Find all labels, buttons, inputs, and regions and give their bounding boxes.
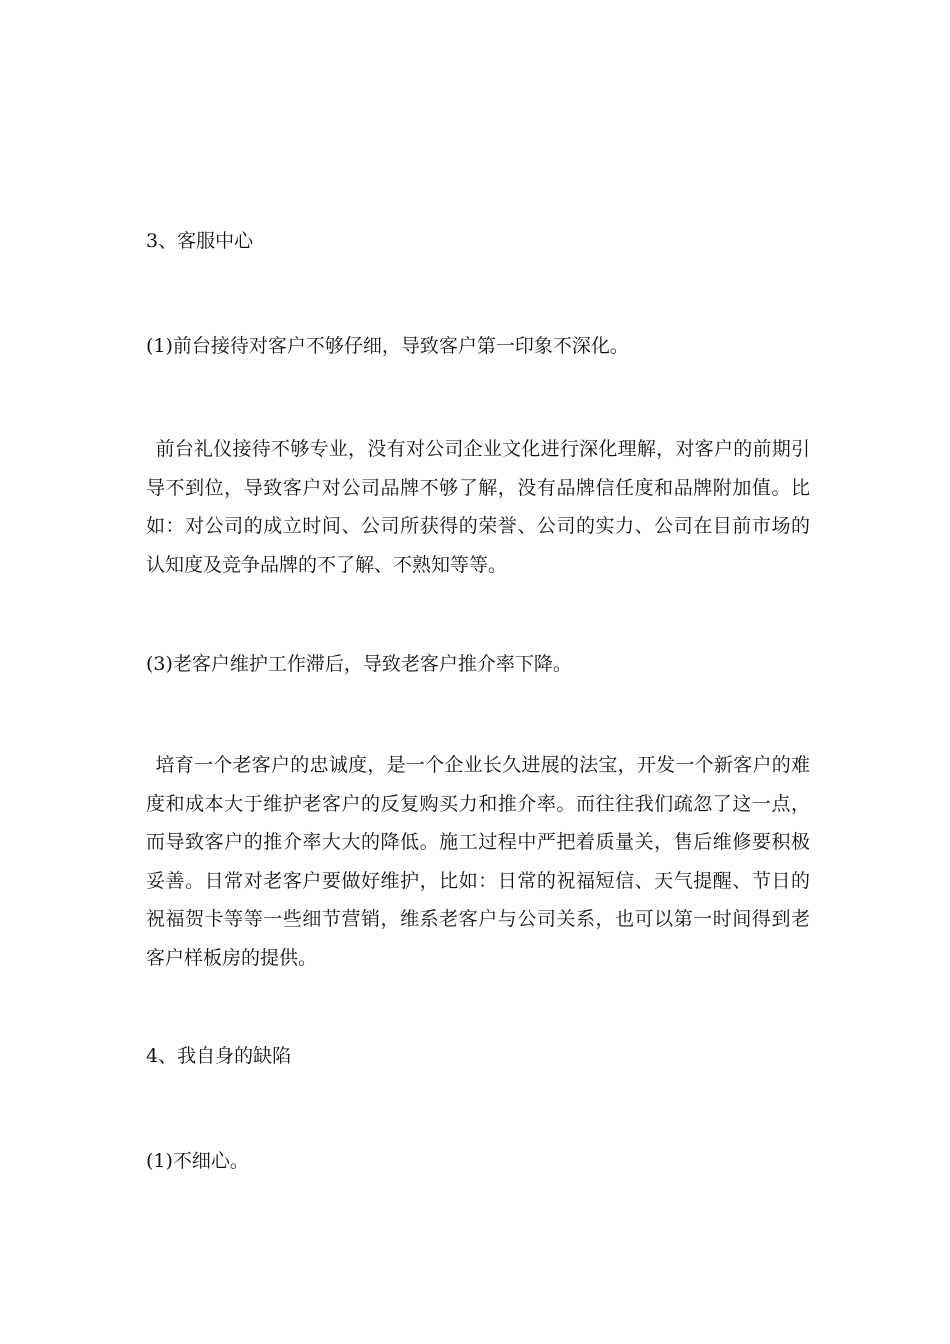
subheading: (1)前台接待对客户不够仔细，导致客户第一印象不深化。 xyxy=(146,335,629,357)
section-heading: 3、客服中心 xyxy=(146,230,254,252)
paragraph: 前台礼仪接待不够专业，没有对公司企业文化进行深化理解，对客户的前期引导不到位，导致客户对公司品牌不够了解，没有品牌信任度和品牌附加值。比如：对公司的成立时间、公司所获得的荣誉、公司的实力、公司在目前市场的认知度及竞争品牌的不了解、不熟知等等。 xyxy=(146,438,810,576)
paragraph: 培育一个老客户的忠诚度，是一个企业长久进展的法宝，开发一个新客户的难度和成本大于维护老客户的反复购买力和推介率。而往往我们疏忽了这一点，而导致客户的推介率大大的降低。施工过程中严把着质量关，售后维修要积极妥善。日常对老客户要做好维护，比如：日常的祝福短信、天气提醒、节日的祝福贺卡等等一些细节营销，维系老客户与公司关系，也可以第一时间得到老客户样板房的提供。 xyxy=(146,754,810,969)
subheading: (1)不细心。 xyxy=(146,1150,249,1172)
section-heading: 4、我自身的缺陷 xyxy=(146,1045,292,1067)
subheading: (3)老客户维护工作滞后，导致老客户推介率下降。 xyxy=(146,653,572,675)
